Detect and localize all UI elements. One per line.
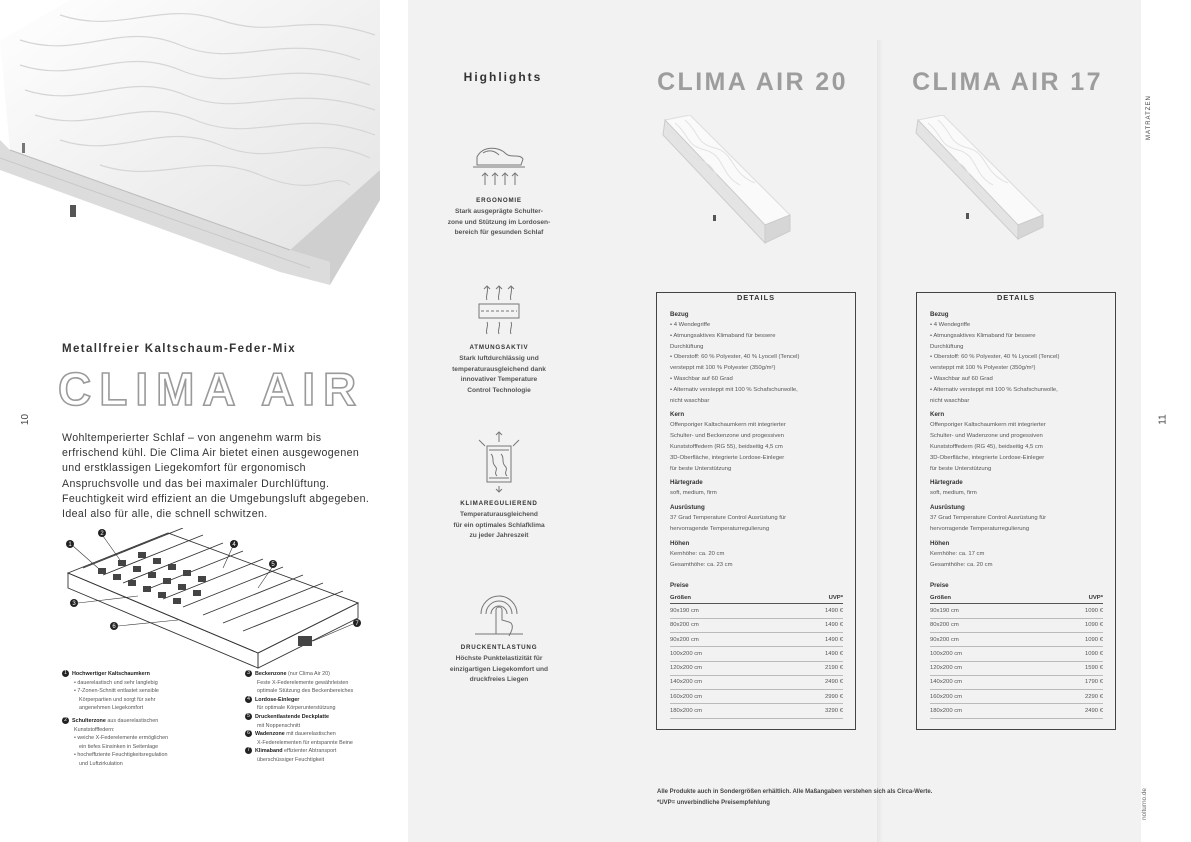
legend-item-1: 1 Hochwertiger Kaltschaumkern • dauerelastisch und sehr langlebig • 7-Zonen-Schnitt entlastet sensible Körperpartien und sorgt für sehr angenehmen Liegekomfort: [62, 670, 232, 713]
table-row: 100x200 cm 1090 €: [930, 647, 1103, 661]
product-1-details-box: DETAILS Bezug • 4 Wendegriffe • Atmungsaktives Klimaband für bessere Durchlüftung • Oberstoff: 60 % Polyester, 40 % Lyocell (Tencel) versteppt mit 100 % Polyester (350g/m²) • Waschbar auf 60 Grad • Alternativ versteppt mit 100 % Schafschurwolle, nicht waschbar Kern Offenporiger Kaltschaumkern mit integrierter Schulter- und Beckenzone und progessiven Kunststofffedern (RG 55), beidseitig 4,5 cm 3D-Oberfläche, integrierte Lordose-Einleger für beste Unterstützung Härtegrade soft, medium, firm Ausrüstung 37 Grad Temperature Control Ausrüstung für hervorragende Temperaturregulierung Höhen Kernhöhe: ca. 20 cm Gesamthöhe: ca. 23 cm Preise Größen UVP* 90x190 cm 1490 € 80x200 cm 1490 € 90x200 cm 1490 € 100x200 cm 1490 € 120x200 cm 2190 € 140x200 cm 2490 € 160x200 cm 2990 € 180x200 cm 3290 €: [656, 292, 856, 730]
table-row: 90x190 cm 1490 €: [670, 604, 843, 618]
table-row: 160x200 cm 2290 €: [930, 690, 1103, 704]
table-row: 160x200 cm 2990 €: [670, 690, 843, 704]
table-row: 90x190 cm 1090 €: [930, 604, 1103, 618]
table-row: 90x200 cm 1090 €: [930, 632, 1103, 646]
thermo-icon: [469, 430, 529, 494]
section-label: MATRATZEN: [1146, 95, 1152, 140]
product-2-title: CLIMA AIR 17: [912, 68, 1103, 96]
diagram-legend-right: [245, 670, 415, 765]
page-number-left: 10: [20, 413, 32, 426]
highlight-klimaregulierend: KLIMAREGULIEREND Temperaturausgleichend für ein optimales Schlafklima zu jeder Jahreszeit: [430, 430, 568, 542]
intro-text: Wohltemperierter Schlaf – von angenehm warm bis erfrischend kühl. Die Clima Air bietet einen ausgewogenen und erstklassigen Liegekomfort für ergonomisch Anspruchsvolle und das bei maximaler Durchlüftung. Feuchtigkeit wird effizient an die Umgebungsluft abgegeben. Ideal also für alle, die schnell schwitzen.: [62, 432, 370, 521]
ergonomie-icon: [469, 135, 529, 191]
product-subtitle: Metallfreier Kaltschaum-Feder-Mix: [62, 343, 297, 355]
table-row: 120x200 cm 2190 €: [670, 661, 843, 675]
product-1-title: CLIMA AIR 20: [657, 68, 848, 96]
airflow-icon: [469, 282, 529, 338]
diagram-callout-6: 6: [112, 624, 116, 630]
diagram-callout-1: 1: [68, 542, 72, 548]
diagram-callout-5: 5: [271, 562, 275, 568]
table-row: 180x200 cm 2490 €: [930, 704, 1103, 718]
product-title: CLIMA AIR: [58, 363, 365, 415]
bezug-list: • 4 Wendegriffe • Atmungsaktives Klimaband für bessere Durchlüftung • Oberstoff: 60 % Polyester, 40 % Lyocell (Tencel) versteppt mit 100 % Polyester (350g/m²) • Waschbar auf 60 Grad • Alternativ versteppt mit 100 % Schafschurwolle, nicht waschbar: [670, 322, 800, 404]
product-2-details-box: DETAILS Bezug • 4 Wendegriffe • Atmungsaktives Klimaband für bessere Durchlüftung • Oberstoff: 60 % Polyester, 40 % Lyocell (Tencel) versteppt mit 100 % Polyester (350g/m²) • Waschbar auf 60 Grad • Alternativ versteppt mit 100 % Schafschurwolle, nicht waschbar Kern Offenporiger Kaltschaumkern mit integrierter Schulter- und Wadenzone und progessiven Kunststofffedern (RG 45), beidseitig 4,5 cm 3D-Oberfläche, integrierte Lordose-Einleger für beste Unterstützung Härtegrade soft, medium, firm Ausrüstung 37 Grad Temperature Control Ausrüstung für hervorragende Temperaturregulierung Höhen Kernhöhe: ca. 17 cm Gesamthöhe: ca. 20 cm Preise Größen UVP* 90x190 cm 1090 € 80x200 cm 1090 € 90x200 cm 1090 € 100x200 cm 1090 € 120x200 cm 1590 € 140x200 cm 1790 € 160x200 cm 2290 € 180x200 cm 2490 €: [916, 292, 1116, 730]
diagram-callout-3: 3: [72, 601, 76, 607]
legend-item-2: 2 Schulterzone aus dauerelastischen Kunststofffedern: • weiche X-Federelemente ermöglichen ein tiefes Einsinken in Seitenlage • hocheffiziente Feuchtigkeitsregulation und Luftzirkulation: [62, 717, 232, 769]
highlight-ergonomie: ERGONOMIE Stark ausgeprägte Schulter- zone und Stützung im Lordosen- bereich für gesunden Schlaf: [430, 135, 568, 239]
footnote: Alle Produkte auch in Sondergrößen erhältlich. Alle Maßangaben verstehen sich als Circa-Werte. *UVP= unverbindliche Preisempfehlung: [657, 789, 933, 806]
diagram-legend-left: [62, 670, 232, 769]
table-row: 120x200 cm 1590 €: [930, 661, 1103, 675]
website-label: nolturno.de: [1141, 788, 1148, 820]
bezug-list: • 4 Wendegriffe • Atmungsaktives Klimaband für bessere Durchlüftung • Oberstoff: 60 % Polyester, 40 % Lyocell (Tencel) versteppt mit 100 % Polyester (350g/m²) • Waschbar auf 60 Grad • Alternativ versteppt mit 100 % Schafschurwolle, nicht waschbar: [930, 322, 1060, 404]
table-row: 140x200 cm 2490 €: [670, 675, 843, 689]
details-label: DETAILS: [992, 293, 1040, 302]
product-2-mattress-image: [913, 115, 1073, 245]
product-2-price-table: Größen UVP* 90x190 cm 1090 € 80x200 cm 1090 € 90x200 cm 1090 € 100x200 cm 1090 € 120x200 cm 1590 € 140x200 cm 1790 € 160x200 cm 2290 € 180x200 cm 2490 €: [930, 593, 1103, 718]
highlight-druckentlastung: DRUCKENTLASTUNG Höchste Punktelastizität für einzigartigen Liegekomfort und druckfreies Liegen: [430, 586, 568, 686]
details-label: DETAILS: [732, 293, 780, 302]
legend-item-6: 6 Wadenzone mit dauerelastischen X-Federelementen für entspannte Beine: [245, 730, 415, 747]
diagram-callout-4: 4: [232, 542, 236, 548]
highlights-heading: Highlights: [463, 70, 543, 84]
table-row: 100x200 cm 1490 €: [670, 647, 843, 661]
legend-item-5: 5 Druckentlastende Deckplatte mit Noppenschnitt: [245, 713, 415, 730]
mattress-cross-section-diagram: [58, 528, 378, 676]
column-divider: [877, 40, 883, 842]
pressure-icon: [469, 586, 529, 638]
product-1-price-table: Größen UVP* 90x190 cm 1490 € 80x200 cm 1490 € 90x200 cm 1490 € 100x200 cm 1490 € 120x200 cm 2190 € 140x200 cm 2490 € 160x200 cm 2990 € 180x200 cm 3290 €: [670, 593, 843, 718]
table-row: 140x200 cm 1790 €: [930, 675, 1103, 689]
product-1-mattress-image: [660, 115, 820, 245]
diagram-callout-2: 2: [100, 531, 104, 537]
legend-item-3: 3 Beckenzone (nur Clima Air 20) Feste X-Federelemente gewährleisten optimale Stützung des Beckenbereiches: [245, 670, 415, 696]
page-number-right: 11: [1157, 414, 1169, 425]
legend-item-4: 4 Lordose-Einleger für optimale Körperunterstützung: [245, 696, 415, 713]
diagram-callout-7: 7: [355, 621, 359, 627]
mattress-hero-image: [0, 0, 380, 300]
table-row: 180x200 cm 3290 €: [670, 704, 843, 718]
table-row: 80x200 cm 1490 €: [670, 618, 843, 632]
table-row: 90x200 cm 1490 €: [670, 632, 843, 646]
legend-item-7: 7 Klimaband effizienter Abtransport überschüssiger Feuchtigkeit: [245, 747, 415, 764]
table-row: 80x200 cm 1090 €: [930, 618, 1103, 632]
highlight-atmungsaktiv: ATMUNGSAKTIV Stark luftdurchlässig und temperaturausgleichend dank innovativer Temperature Control Technologie: [430, 282, 568, 396]
